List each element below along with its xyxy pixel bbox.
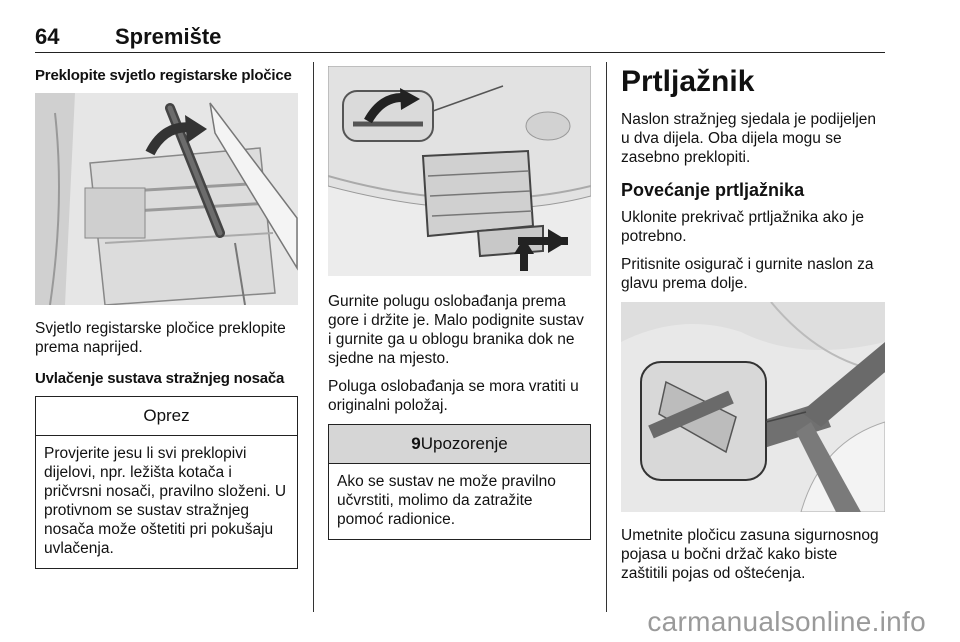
warning-icon: 9 xyxy=(411,434,421,453)
licence-plate-light-illustration xyxy=(35,93,298,305)
column-2 xyxy=(328,66,591,540)
watermark: carmanualsonline.info xyxy=(647,606,926,637)
page-number: 64 xyxy=(35,24,60,49)
caution-box xyxy=(35,396,298,569)
paragraph-headrest: Pritisnite osigurač i gurnite naslon za glavu prema dolje. xyxy=(621,256,874,292)
paragraph-lever-return: Poluga oslobađanja se mora vratiti u originalni položaj. xyxy=(328,378,579,414)
header-rule xyxy=(35,52,885,53)
heading-luggage: Prtljažnik xyxy=(621,65,755,98)
heading-enlarge: Povećanje prtljažnika xyxy=(621,180,805,200)
column-divider-1 xyxy=(313,62,314,612)
paragraph-push-lever: Gurnite polugu oslobađanja prema gore i držite je. Malo podignite sustav i gurnite ga u oblogu branika dok ne sjedne na mjesto. xyxy=(328,293,584,367)
warning-box xyxy=(328,424,591,540)
heading-licence-light: Preklopite svjetlo registarske pločice xyxy=(35,67,292,84)
warning-text: Ako se sustav ne može pravilno učvrstiti, molimo da zatražite pomoć radionice. xyxy=(337,473,556,528)
caution-title: Oprez xyxy=(36,397,297,436)
paragraph-fold-light: Svjetlo registarske pločice preklopite prema naprijed. xyxy=(35,320,286,356)
column-1 xyxy=(35,66,298,569)
paragraph-seat-split: Naslon stražnjeg sjedala je podijeljen u dva dijela. Oba dijela mogu se zasebno preklopiti. xyxy=(621,111,877,166)
heading-retract-carrier: Uvlačenje sustava stražnjeg nosača xyxy=(35,370,285,387)
section-title: Spremište xyxy=(115,24,222,49)
paragraph-remove-cover: Uklonite prekrivač prtljažnika ako je potrebno. xyxy=(621,209,864,245)
caution-text: Provjerite jesu li svi preklopivi dijelovi, npr. ležišta kotača i pričvrsni nosači, pravilno složeni. U protivnom se sustav stražnjeg nosača može oštetiti pri pokušaju uvlačenja. xyxy=(44,445,287,557)
column-divider-2 xyxy=(606,62,607,612)
column-3 xyxy=(621,66,885,592)
warning-header xyxy=(329,425,590,464)
paragraph-buckle: Umetnite pločicu zasuna sigurnosnog pojasa u bočni držač kako biste zaštitili pojas od oštećenja. xyxy=(621,527,879,582)
warning-title: Upozorenje xyxy=(420,434,508,453)
page-header xyxy=(35,24,885,50)
rear-carrier-illustration xyxy=(328,66,591,276)
seatbelt-holder-illustration xyxy=(621,302,885,512)
